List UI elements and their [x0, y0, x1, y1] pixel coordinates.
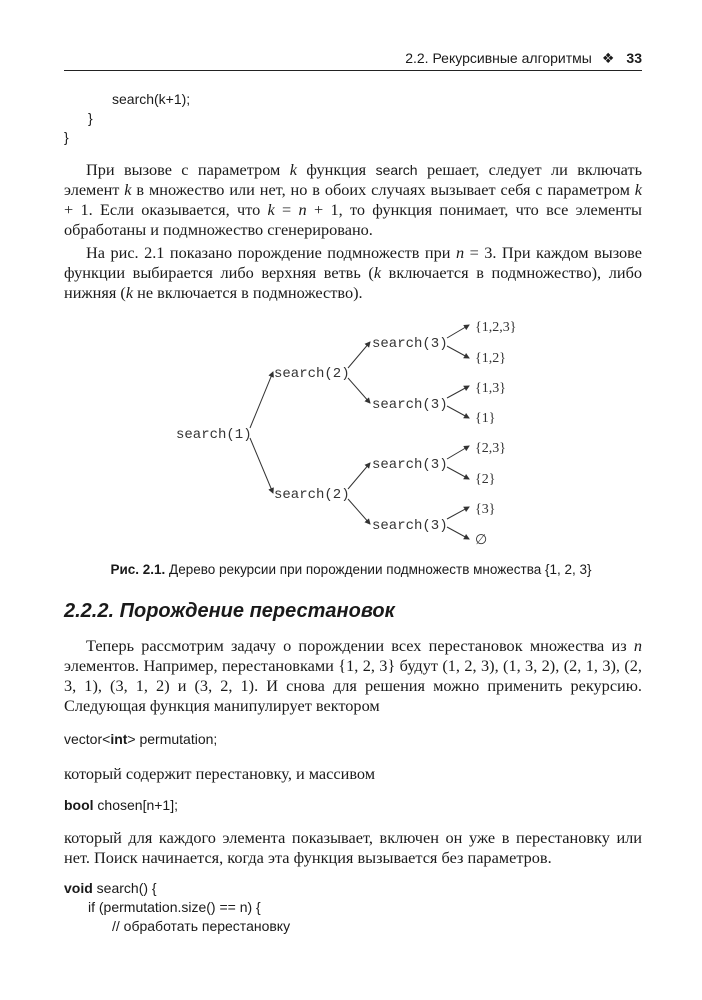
leaf-subset: {1,2} — [475, 351, 506, 366]
page-number: 33 — [626, 50, 642, 66]
paragraph-permutations-intro: Теперь рассмотрим задачу о порождении всех перестановок множества из n элементов. Например, перестановками {1, 2, 3} будут (1, 2, 3), (1, 3, 2), (2, 1, 3), (2, 3, 1), (3, 1, 2) и (3, 2, 1). И снова для решения можно применить рекурсию. Следующая функция манипулирует вектором — [64, 636, 642, 715]
running-header — [64, 50, 642, 71]
node-level3-b: search(3) — [372, 397, 448, 413]
edge-l3c-upper — [447, 446, 469, 459]
code-search-signature: void search() { — [64, 880, 157, 896]
recursion-tree-figure — [0, 310, 702, 555]
edge-l3a-upper — [447, 325, 469, 338]
edge-l3d-lower — [447, 527, 469, 539]
leaf-subset: {2,3} — [475, 441, 506, 456]
edge-root-lower — [250, 438, 273, 493]
node-level3-d: search(3) — [372, 518, 448, 534]
node-root: search(1) — [176, 427, 252, 443]
leaf-subset: {1} — [475, 411, 496, 426]
paragraph-array-intro: который содержит перестановку, и массивом — [64, 764, 376, 783]
paragraph-search-start: который для каждого элемента показывает, включен он уже в перестановку или нет. Поиск начинается, когда эта функция вызывается без параметров. — [64, 828, 642, 867]
leaf-empty-set: ∅ — [475, 533, 488, 548]
edge-root-upper — [250, 372, 273, 428]
edge-l3c-lower — [447, 467, 469, 479]
edge-l2b-upper — [348, 463, 370, 489]
edge-l3a-lower — [447, 346, 469, 358]
code-line-close-brace: } — [88, 110, 93, 126]
node-level2-upper: search(2) — [274, 366, 350, 382]
node-level3-a: search(3) — [372, 336, 448, 352]
edge-l3b-lower — [447, 406, 469, 418]
node-level2-lower: search(2) — [274, 487, 350, 503]
edge-l2b-lower — [348, 499, 370, 524]
figure-caption: Рис. 2.1. Дерево рекурсии при порождении подмножеств множества {1, 2, 3} — [110, 562, 592, 577]
code-chosen-array: bool chosen[n+1]; — [64, 797, 178, 813]
leaf-subset: {3} — [475, 502, 496, 517]
leaf-subset: {2} — [475, 472, 496, 487]
section-heading: 2.2.2. Порождение перестановок — [64, 600, 395, 622]
node-level3-c: search(3) — [372, 457, 448, 473]
edge-l3d-upper — [447, 507, 469, 519]
code-line-close-brace-outer: } — [64, 129, 69, 145]
leaf-subset: {1,3} — [475, 381, 506, 396]
edge-l3b-upper — [447, 386, 469, 398]
code-comment: // обработать перестановку — [112, 918, 291, 934]
header-section-title: 2.2. Рекурсивные алгоритмы — [405, 50, 592, 66]
code-line-search-call: search(k+1); — [112, 91, 191, 107]
edge-l2a-lower — [348, 378, 370, 403]
edge-l2a-upper — [348, 342, 370, 368]
code-if-condition: if (permutation.size() == n) { — [88, 899, 261, 915]
leaf-subset: {1,2,3} — [475, 320, 517, 335]
paragraph-figure-reference: На рис. 2.1 показано порождение подмножеств при n = 3. При каждом вызове функции выбирается либо верхняя ветвь (k включается в подмножество), либо нижняя (k не включается в подмножество). — [64, 243, 642, 302]
code-permutation-vector: vector<int> permutation; — [64, 731, 218, 747]
paragraph-search-explanation: При вызове с параметром k функция search решает, следует ли включать элемент k в множество или нет, но в обоих случаях вызывает себя с параметром k + 1. Если оказывается, что k = n + 1, то функция понимает, что все элементы обработаны и подмножество сгенерировано. — [64, 160, 642, 239]
diamond-icon: ❖ — [601, 50, 615, 66]
